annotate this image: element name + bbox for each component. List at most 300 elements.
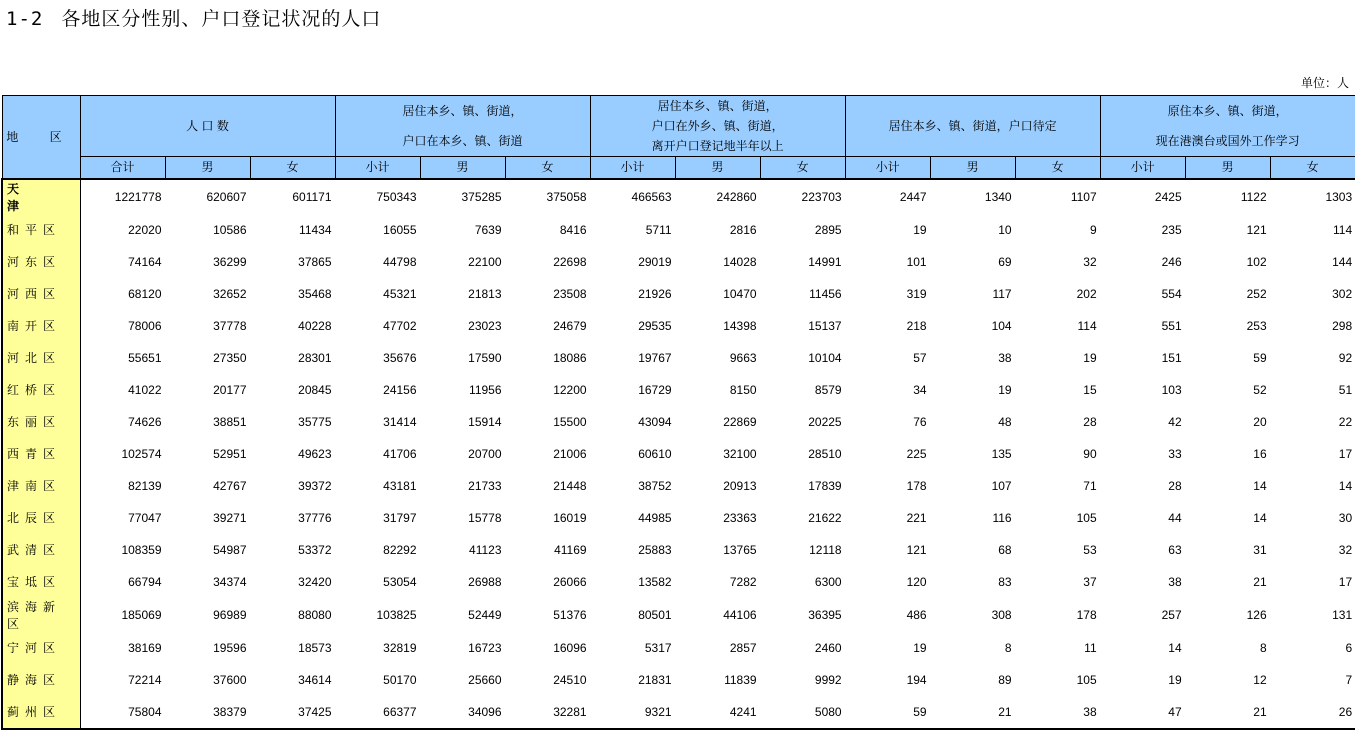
value-cell: 21926 — [638, 286, 672, 301]
value-cell: 68120 — [128, 286, 162, 301]
value-cell: 32420 — [298, 574, 332, 589]
value-cell: 31797 — [383, 510, 417, 525]
value-cell: 750343 — [335, 179, 420, 214]
value-cell: 8150 — [729, 382, 757, 397]
value-cell: 8 — [1259, 640, 1267, 655]
region-cell: 红桥区 — [2, 374, 80, 406]
value-cell: 82292 — [383, 542, 417, 557]
value-cell: 302 — [1332, 286, 1353, 301]
value-cell: 121 — [906, 542, 927, 557]
value-cell: 12118 — [809, 542, 842, 557]
value-cell: 44106 — [723, 607, 757, 622]
region-cell: 南开区 — [2, 310, 80, 342]
value-cell: 23363 — [723, 510, 757, 525]
value-cell: 41169 — [554, 542, 587, 557]
value-cell: 102574 — [121, 446, 162, 461]
value-cell: 14028 — [723, 254, 757, 269]
value-cell: 72214 — [128, 672, 162, 687]
value-cell: 54987 — [213, 542, 247, 557]
sub-header-8: 女 — [760, 157, 845, 179]
group-header-line: 离开户口登记地半年以上 — [651, 139, 784, 153]
value-cell: 105 — [1076, 672, 1097, 687]
value-cell: 52449 — [468, 607, 502, 622]
value-cell: 5080 — [760, 696, 845, 729]
value-cell: 38752 — [638, 478, 672, 493]
value-cell: 13582 — [638, 574, 672, 589]
value-cell: 9992 — [814, 672, 842, 687]
value-cell: 21622 — [808, 510, 842, 525]
value-cell: 151 — [1161, 350, 1182, 365]
region-cell: 西青区 — [2, 438, 80, 470]
value-cell: 375058 — [505, 179, 590, 214]
sub-header-5: 女 — [505, 157, 590, 179]
value-cell: 32281 — [505, 696, 590, 729]
value-cell: 89 — [998, 672, 1012, 687]
value-cell: 14398 — [723, 318, 757, 333]
region-cell: 河西区 — [2, 278, 80, 310]
region-cell: 武清区 — [2, 534, 80, 566]
value-cell: 466563 — [590, 179, 675, 214]
value-cell: 38169 — [128, 640, 162, 655]
value-cell: 20 — [1253, 414, 1267, 429]
value-cell: 25883 — [638, 542, 672, 557]
value-cell: 131 — [1332, 607, 1353, 622]
sub-header-11: 女 — [1015, 157, 1100, 179]
value-cell: 120 — [906, 574, 927, 589]
sub-header-4: 男 — [420, 157, 505, 179]
value-cell: 32819 — [383, 640, 417, 655]
value-cell: 35775 — [298, 414, 332, 429]
value-cell: 11839 — [724, 672, 757, 687]
value-cell: 26 — [1270, 696, 1355, 729]
value-cell: 63 — [1168, 542, 1182, 557]
value-cell: 32100 — [723, 446, 757, 461]
value-cell: 2460 — [814, 640, 842, 655]
sub-header-9: 小计 — [845, 157, 930, 179]
value-cell: 37600 — [213, 672, 247, 687]
value-cell: 60610 — [638, 446, 672, 461]
table-row — [2, 278, 1355, 310]
table-body — [2, 179, 1355, 729]
value-cell: 37778 — [213, 318, 247, 333]
value-cell: 22020 — [128, 222, 162, 237]
value-cell: 38 — [1168, 574, 1182, 589]
value-cell: 40228 — [298, 318, 332, 333]
value-cell: 10 — [998, 222, 1012, 237]
value-cell: 13765 — [723, 542, 757, 557]
value-cell: 92 — [1338, 350, 1353, 365]
value-cell: 20177 — [213, 382, 247, 397]
table-row — [2, 470, 1355, 502]
value-cell: 21 — [1253, 574, 1267, 589]
value-cell: 21831 — [638, 672, 672, 687]
group-header-1 — [335, 96, 590, 157]
value-cell: 27350 — [213, 350, 247, 365]
value-cell: 74164 — [128, 254, 162, 269]
population-table — [1, 95, 1355, 730]
value-cell: 23023 — [468, 318, 502, 333]
value-cell: 16723 — [468, 640, 502, 655]
table-row — [2, 310, 1355, 342]
value-cell: 620607 — [165, 179, 250, 214]
table-row — [2, 214, 1355, 246]
value-cell: 14 — [1253, 510, 1267, 525]
value-cell: 298 — [1332, 318, 1353, 333]
value-cell: 6 — [1345, 640, 1353, 655]
value-cell: 22 — [1338, 414, 1353, 429]
value-cell: 28 — [1083, 414, 1097, 429]
value-cell: 185069 — [121, 607, 162, 622]
value-cell: 22100 — [468, 254, 502, 269]
value-cell: 34 — [913, 382, 927, 397]
region-cell: 宁河区 — [2, 632, 80, 664]
value-cell: 32652 — [213, 286, 247, 301]
value-cell: 19 — [913, 640, 927, 655]
value-cell: 69 — [998, 254, 1012, 269]
group-header-3 — [845, 96, 1100, 157]
unit-label: 单位：人 — [1300, 76, 1349, 90]
value-cell: 21 — [1185, 696, 1270, 729]
value-cell: 18573 — [298, 640, 332, 655]
value-cell: 103825 — [376, 607, 417, 622]
value-cell: 101 — [906, 254, 927, 269]
value-cell: 2816 — [729, 222, 757, 237]
value-cell: 16019 — [553, 510, 587, 525]
value-cell: 1122 — [1185, 179, 1270, 214]
value-cell: 5317 — [644, 640, 672, 655]
value-cell: 37865 — [298, 254, 332, 269]
value-cell: 38 — [1015, 696, 1100, 729]
value-cell: 1221778 — [80, 179, 165, 214]
value-cell: 7639 — [474, 222, 502, 237]
value-cell: 53 — [1083, 542, 1097, 557]
value-cell: 2895 — [814, 222, 842, 237]
value-cell: 51376 — [553, 607, 587, 622]
value-cell: 39372 — [298, 478, 332, 493]
value-cell: 34614 — [298, 672, 332, 687]
value-cell: 76 — [913, 414, 927, 429]
value-cell: 32 — [1338, 542, 1353, 557]
table-number: 1-2 — [6, 8, 44, 30]
value-cell: 218 — [906, 318, 927, 333]
value-cell: 55651 — [128, 350, 162, 365]
value-cell: 17590 — [468, 350, 502, 365]
value-cell: 126 — [1246, 607, 1267, 622]
region-cell: 津南区 — [2, 470, 80, 502]
value-cell: 34096 — [420, 696, 505, 729]
value-cell: 68 — [998, 542, 1012, 557]
group-header-line: 原住本乡、镇、街道， — [1167, 104, 1288, 118]
table-row — [2, 406, 1355, 438]
value-cell: 1303 — [1270, 179, 1355, 214]
value-cell: 44985 — [638, 510, 672, 525]
value-cell: 44 — [1168, 510, 1182, 525]
value-cell: 11956 — [469, 382, 502, 397]
value-cell: 554 — [1161, 286, 1182, 301]
table-header — [2, 96, 1355, 179]
value-cell: 9 — [1089, 222, 1097, 237]
value-cell: 114 — [1333, 222, 1353, 237]
value-cell: 77047 — [128, 510, 162, 525]
table-title: 各地区分性别、户口登记状况的人口 — [61, 8, 382, 30]
value-cell: 21006 — [553, 446, 587, 461]
value-cell: 52 — [1253, 382, 1267, 397]
value-cell: 28301 — [298, 350, 332, 365]
value-cell: 90 — [1083, 446, 1097, 461]
value-cell: 66794 — [128, 574, 162, 589]
value-cell: 38379 — [165, 696, 250, 729]
value-cell: 23508 — [553, 286, 587, 301]
value-cell: 28 — [1168, 478, 1182, 493]
value-cell: 35676 — [383, 350, 417, 365]
value-cell: 37425 — [250, 696, 335, 729]
value-cell: 37776 — [298, 510, 332, 525]
value-cell: 11 — [1084, 640, 1097, 655]
value-cell: 37 — [1083, 574, 1097, 589]
region-cell: 滨海新区 — [2, 598, 80, 632]
value-cell: 202 — [1076, 286, 1097, 301]
value-cell: 29019 — [638, 254, 672, 269]
value-cell: 108359 — [121, 542, 162, 557]
value-cell: 15137 — [808, 318, 842, 333]
sub-header-14: 女 — [1270, 157, 1355, 179]
group-header-0 — [80, 96, 335, 157]
region-cell: 河北区 — [2, 342, 80, 374]
value-cell: 80501 — [638, 607, 672, 622]
value-cell: 16 — [1253, 446, 1267, 461]
value-cell: 17 — [1338, 446, 1353, 461]
value-cell: 71 — [1083, 478, 1097, 493]
value-cell: 9663 — [729, 350, 757, 365]
value-cell: 2857 — [729, 640, 757, 655]
value-cell: 16055 — [383, 222, 417, 237]
sub-header-7: 男 — [675, 157, 760, 179]
value-cell: 486 — [906, 607, 927, 622]
table-row — [2, 374, 1355, 406]
value-cell: 10470 — [723, 286, 757, 301]
value-cell: 135 — [991, 446, 1012, 461]
value-cell: 19 — [1168, 672, 1182, 687]
group-header-line: 居住本乡、镇、街道， — [402, 104, 523, 118]
value-cell: 47 — [1100, 696, 1185, 729]
value-cell: 19596 — [213, 640, 247, 655]
value-cell: 117 — [992, 286, 1012, 301]
value-cell: 15 — [1083, 382, 1097, 397]
value-cell: 19 — [1083, 350, 1097, 365]
value-cell: 41022 — [128, 382, 162, 397]
value-cell: 21448 — [553, 478, 587, 493]
value-cell: 221 — [906, 510, 927, 525]
value-cell: 38851 — [213, 414, 247, 429]
table-row — [2, 632, 1355, 664]
value-cell: 12200 — [553, 382, 587, 397]
value-cell: 83 — [998, 574, 1012, 589]
value-cell: 2425 — [1100, 179, 1185, 214]
value-cell: 51 — [1338, 382, 1353, 397]
value-cell: 4241 — [675, 696, 760, 729]
value-cell: 116 — [992, 510, 1012, 525]
value-cell: 10104 — [808, 350, 842, 365]
region-cell: 天 津 — [2, 179, 80, 214]
value-cell: 42767 — [213, 478, 247, 493]
value-cell: 223703 — [760, 179, 845, 214]
value-cell: 96989 — [213, 607, 247, 622]
value-cell: 20845 — [298, 382, 332, 397]
value-cell: 24510 — [553, 672, 587, 687]
value-cell: 41123 — [469, 542, 502, 557]
value-cell: 8 — [1004, 640, 1012, 655]
value-cell: 308 — [991, 607, 1012, 622]
sub-header-12: 小计 — [1100, 157, 1185, 179]
value-cell: 53054 — [383, 574, 417, 589]
value-cell: 45321 — [383, 286, 417, 301]
table-row — [2, 246, 1355, 278]
region-cell: 静海区 — [2, 664, 80, 696]
value-cell: 9321 — [590, 696, 675, 729]
value-cell: 16096 — [553, 640, 587, 655]
table-row — [2, 664, 1355, 696]
value-cell: 21733 — [468, 478, 502, 493]
value-cell: 7 — [1345, 672, 1353, 687]
value-cell: 114 — [1077, 318, 1097, 333]
value-cell: 107 — [991, 478, 1012, 493]
region-cell: 和平区 — [2, 214, 80, 246]
value-cell: 19 — [998, 382, 1012, 397]
value-cell: 82139 — [128, 478, 162, 493]
value-cell: 225 — [906, 446, 927, 461]
sub-header-2: 女 — [250, 157, 335, 179]
value-cell: 42 — [1168, 414, 1182, 429]
value-cell: 21 — [930, 696, 1015, 729]
value-cell: 178 — [1076, 607, 1097, 622]
value-cell: 14 — [1168, 640, 1182, 655]
value-cell: 41706 — [383, 446, 417, 461]
value-cell: 66377 — [335, 696, 420, 729]
sub-header-1: 男 — [165, 157, 250, 179]
region-cell: 东丽区 — [2, 406, 80, 438]
value-cell: 33 — [1168, 446, 1182, 461]
value-cell: 253 — [1246, 318, 1267, 333]
sub-header-0: 合计 — [80, 157, 165, 179]
value-cell: 31 — [1253, 542, 1267, 557]
value-cell: 11434 — [299, 222, 332, 237]
value-cell: 43181 — [383, 478, 417, 493]
value-cell: 235 — [1161, 222, 1182, 237]
value-cell: 319 — [906, 286, 927, 301]
value-cell: 252 — [1246, 286, 1267, 301]
group-header-4 — [1100, 96, 1355, 157]
table-row — [2, 566, 1355, 598]
value-cell: 22698 — [553, 254, 587, 269]
value-cell: 26988 — [468, 574, 502, 589]
value-cell: 39271 — [213, 510, 247, 525]
value-cell: 74626 — [128, 414, 162, 429]
value-cell: 2447 — [845, 179, 930, 214]
value-cell: 12 — [1253, 672, 1267, 687]
value-cell: 20913 — [723, 478, 757, 493]
value-cell: 21813 — [468, 286, 502, 301]
value-cell: 19 — [913, 222, 927, 237]
value-cell: 24679 — [553, 318, 587, 333]
value-cell: 20700 — [468, 446, 502, 461]
value-cell: 24156 — [383, 382, 417, 397]
value-cell: 14 — [1253, 478, 1267, 493]
value-cell: 25660 — [468, 672, 502, 687]
value-cell: 242860 — [675, 179, 760, 214]
value-cell: 52951 — [213, 446, 247, 461]
value-cell: 22869 — [723, 414, 757, 429]
value-cell: 103 — [1161, 382, 1182, 397]
value-cell: 78006 — [128, 318, 162, 333]
value-cell: 178 — [906, 478, 927, 493]
value-cell: 551 — [1161, 318, 1182, 333]
group-header-line: 户口在外乡、镇、街道， — [651, 119, 784, 133]
group-header-line: 居住本乡、镇、街道，户口待定 — [888, 119, 1057, 133]
table-row — [2, 342, 1355, 374]
value-cell: 257 — [1161, 607, 1182, 622]
value-cell: 34374 — [213, 574, 247, 589]
value-cell: 8416 — [559, 222, 587, 237]
value-cell: 375285 — [420, 179, 505, 214]
value-cell: 121 — [1246, 222, 1267, 237]
value-cell: 47702 — [383, 318, 417, 333]
value-cell: 7282 — [729, 574, 757, 589]
sub-header-6: 小计 — [590, 157, 675, 179]
value-cell: 144 — [1332, 254, 1353, 269]
value-cell: 17 — [1338, 574, 1353, 589]
value-cell: 14991 — [808, 254, 842, 269]
value-cell: 15500 — [553, 414, 587, 429]
value-cell: 17839 — [808, 478, 842, 493]
value-cell: 105 — [1076, 510, 1097, 525]
value-cell: 43094 — [638, 414, 672, 429]
value-cell: 19767 — [638, 350, 672, 365]
value-cell: 32 — [1083, 254, 1097, 269]
value-cell: 601171 — [250, 179, 335, 214]
value-cell: 30 — [1338, 510, 1353, 525]
value-cell: 5711 — [645, 222, 672, 237]
value-cell: 50170 — [383, 672, 417, 687]
page-title — [6, 4, 381, 31]
value-cell: 102 — [1246, 254, 1267, 269]
value-cell: 48 — [998, 414, 1012, 429]
region-cell: 宝坻区 — [2, 566, 80, 598]
value-cell: 31414 — [383, 414, 417, 429]
value-cell: 10586 — [213, 222, 247, 237]
table-row — [2, 502, 1355, 534]
value-cell: 44798 — [383, 254, 417, 269]
group-header-line: 居住本乡、镇、街道， — [657, 99, 778, 113]
table-row — [2, 534, 1355, 566]
group-header-line: 户口在本乡、镇、街道 — [402, 134, 523, 148]
group-header-line: 现在港澳台或国外工作学习 — [1155, 134, 1300, 148]
value-cell: 28510 — [808, 446, 842, 461]
sub-header-3: 小计 — [335, 157, 420, 179]
value-cell: 104 — [991, 318, 1012, 333]
region-cell: 河东区 — [2, 246, 80, 278]
value-cell: 49623 — [298, 446, 332, 461]
value-cell: 194 — [906, 672, 927, 687]
value-cell: 59 — [845, 696, 930, 729]
value-cell: 18086 — [553, 350, 587, 365]
value-cell: 246 — [1161, 254, 1182, 269]
value-cell: 1107 — [1015, 179, 1100, 214]
value-cell: 88080 — [298, 607, 332, 622]
group-header-2 — [590, 96, 845, 157]
value-cell: 26066 — [553, 574, 587, 589]
value-cell: 11456 — [809, 286, 842, 301]
value-cell: 29535 — [638, 318, 672, 333]
